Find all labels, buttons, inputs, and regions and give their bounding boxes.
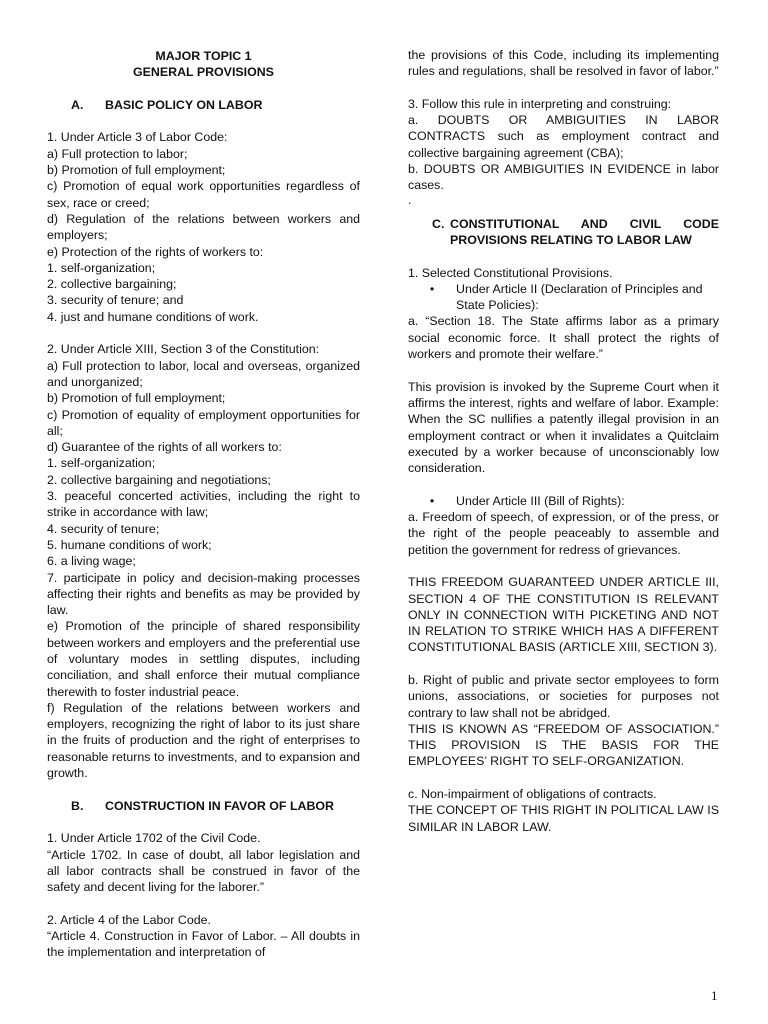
list-item: 2. collective bargaining and negotiations; (47, 472, 271, 487)
paragraph: 2. Article 4 of the Labor Code. (47, 912, 211, 927)
section-b-title: CONSTRUCTION IN FAVOR OF LABOR (105, 798, 334, 813)
list-item: 2. collective bargaining; (47, 277, 177, 292)
list-item: e) Promotion of the principle of shared responsibility between workers and employers and the preferential use of voluntary modes in settling disputes, including conciliation, and shall enforce their mutual compliance therewith to foster industrial peace. (47, 619, 360, 699)
paragraph: 1. Selected Constitutional Provisions. (408, 265, 613, 280)
section-a-heading (47, 97, 360, 113)
list-item: b) Promotion of full employment; (47, 391, 226, 406)
list-item: b) Promotion of full employment; (47, 163, 226, 178)
list-item: 5. humane conditions of work; (47, 537, 212, 552)
list-item: f) Regulation of the relations between workers and employers, recognizing the right of labor to its just share in the fruits of production and the right of enterprises to reasonable returns to investments, and to expansion and growth. (47, 700, 360, 781)
list-item: a. DOUBTS OR AMBIGUITIES IN LABOR CONTRACTS such as employment contract and collective bargaining agreement (CBA); (408, 113, 719, 160)
quote-paragraph: the provisions of this Code, including its implementing rules and regulations, shall be resolved in favor of labor.” (408, 48, 719, 79)
list-item: 1. self-organization; (47, 456, 156, 471)
quote-paragraph: “Article 4. Construction in Favor of Labor. – All doubts in the implementation and interpretation of (47, 929, 360, 960)
list-item: c. Non-impairment of obligations of contracts. (408, 787, 657, 802)
list-item: d) Regulation of the relations between workers and employers; (47, 211, 360, 243)
section-a-title: BASIC POLICY ON LABOR (105, 97, 263, 112)
list-item: 4. security of tenure; (47, 521, 160, 536)
quote-paragraph: “Article 1702. In case of doubt, all labor legislation and all labor contracts shall be construed in favor of the safety and decent living for the laborer.” (47, 847, 360, 895)
list-item: 3. security of tenure; and (47, 293, 184, 308)
list-item: a) Full protection to labor, local and overseas, organized and unorganized; (47, 358, 360, 389)
bullet-item (408, 281, 719, 314)
list-item: c) Promotion of equal work opportunities regardless of sex, race or creed; (47, 179, 360, 210)
paragraph: 3. Follow this rule in interpreting and construing: (408, 96, 672, 111)
section-c-heading (408, 216, 719, 249)
caps-paragraph: THIS FREEDOM GUARANTEED UNDER ARTICLE III, SECTION 4 OF THE CONSTITUTION IS RELEVANT ONLY IN CONNECTION WITH PICKETING AND NOT IN RELATION TO STRIKE WHICH HAS A DIFFERENT CONSTITUTIONAL BASIS (ARTICLE XIII, SECTION 3). (408, 575, 719, 655)
bullet-icon: • (429, 281, 435, 296)
section-b-heading (47, 798, 360, 814)
paragraph: . (408, 192, 412, 207)
section-a-letter: A. (71, 97, 84, 112)
bullet-text: Under Article III (Bill of Rights): (456, 493, 625, 508)
caps-paragraph: THIS IS KNOWN AS “FREEDOM OF ASSOCIATION.” THIS PROVISION IS THE BASIS FOR THE EMPLOYEES’ RIGHT TO SELF-ORGANIZATION. (408, 721, 719, 769)
major-topic-title: MAJOR TOPIC 1 (155, 49, 252, 63)
left-column (47, 48, 360, 961)
list-item: 4. just and humane conditions of work. (47, 309, 259, 324)
list-item: d) Guarantee of the rights of all workers to: (47, 440, 282, 455)
bullet-icon: • (429, 493, 435, 508)
page-number: 1 (711, 988, 718, 1003)
list-item: 3. peaceful concerted activities, including the right to strike in accordance with law; (47, 489, 360, 520)
section-b-letter: B. (71, 798, 84, 813)
section-c-title: CONSTITUTIONAL AND CIVIL CODE PROVISIONS RELATING TO LABOR LAW (450, 216, 719, 247)
list-item: e) Protection of the rights of workers to: (47, 244, 264, 259)
paragraph: This provision is invoked by the Supreme Court when it affirms the interest, rights and welfare of labor. Example: When the SC nullifies a patently illegal provision in an employment contract or when it invalidates a Quitclaim executed by a worker because of unconscionably low consideration. (408, 379, 719, 476)
list-item: a. Freedom of speech, of expression, or of the press, or the right of the people peaceably to assemble and petition the government for redress of grievances. (408, 510, 719, 557)
paragraph: 1. Under Article 1702 of the Civil Code. (47, 831, 261, 846)
section-c-letter: C. (432, 216, 445, 231)
list-item: b. Right of public and private sector employees to form unions, associations, or societies for purposes not contrary to law shall not be abridged. (408, 672, 719, 720)
right-column (408, 47, 719, 835)
paragraph: 2. Under Article XIII, Section 3 of the Constitution: (47, 342, 320, 357)
general-provisions-title: GENERAL PROVISIONS (133, 65, 274, 80)
list-item: c) Promotion of equality of employment opportunities for all; (47, 407, 360, 438)
list-item: 6. a living wage; (47, 554, 136, 569)
paragraph: 1. Under Article 3 of Labor Code: (47, 130, 228, 145)
quote-paragraph: a. “Section 18. The State affirms labor as a primary social economic force. It shall protect the rights of workers and promote their welfare.” (408, 314, 719, 362)
list-item: b. DOUBTS OR AMBIGUITIES IN EVIDENCE in labor cases. (408, 162, 719, 193)
bullet-item (408, 493, 719, 509)
list-item: 7. participate in policy and decision-making processes affecting their rights and benefits as may be provided by law. (47, 570, 360, 618)
bullet-text: Under Article II (Declaration of Principles and State Policies): (456, 281, 703, 313)
list-item: a) Full protection to labor; (47, 146, 188, 161)
list-item: 1. self-organization; (47, 260, 156, 275)
caps-paragraph: THE CONCEPT OF THIS RIGHT IN POLITICAL LAW IS SIMILAR IN LABOR LAW. (408, 803, 719, 834)
